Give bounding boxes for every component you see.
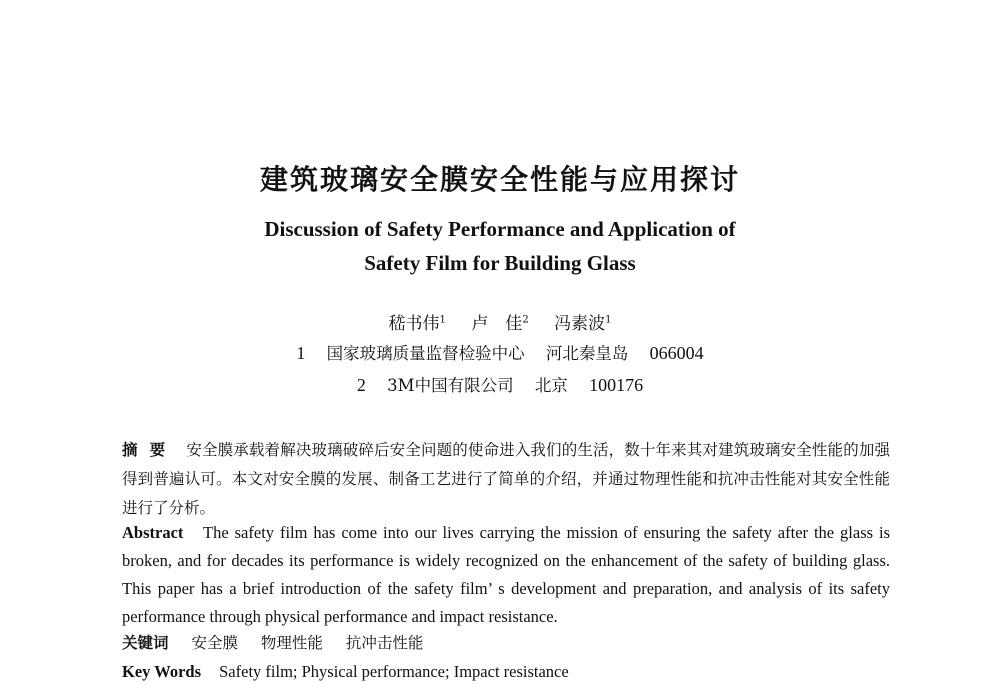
title-english-line-1: Discussion of Safety Performance and Application of	[264, 217, 736, 241]
author-list	[0, 309, 1000, 334]
title-chinese: 建筑玻璃安全膜安全性能与应用探讨	[259, 163, 740, 196]
abstract-chinese-label: 摘要	[122, 441, 178, 459]
abstract-english-label: Abstract	[122, 523, 184, 542]
keyword: 抗冲击性能	[345, 634, 424, 652]
affiliation-city: 河北秦皇岛	[545, 344, 629, 363]
keyword: 安全膜	[191, 634, 238, 652]
affiliation-1	[0, 340, 1000, 364]
keywords-english-label: Key Words	[122, 662, 201, 681]
author	[554, 314, 611, 334]
abstract-english-text: The safety film has come into our lives carrying the mission of ensuring the safety after the glass is broken, and for decades its performance is widely recognized on the enhancement of the safety of building glass. This paper has a brief introduction of the safety film’ s development and preparation, and analysis of its safety performance through physical performance and impact resistance.	[122, 523, 890, 626]
keywords-english	[122, 662, 890, 682]
keyword: 物理性能	[260, 634, 323, 652]
keywords-chinese-label: 关键词	[122, 634, 169, 652]
abstract-english	[122, 519, 890, 631]
affiliation-postcode: 100176	[589, 375, 644, 395]
author-name: 卢 佳	[471, 314, 523, 334]
author-affiliation-mark: 1	[439, 314, 446, 326]
title-english-line-2: Safety Film for Building Glass	[364, 251, 636, 275]
author-affiliation-mark: 2	[522, 314, 529, 326]
title-english	[0, 212, 1000, 280]
keywords-english-text: Safety film; Physical performance; Impact resistance	[219, 662, 569, 681]
keywords-chinese	[122, 631, 890, 653]
author-name: 嵇书伟	[388, 314, 440, 334]
affiliation-2	[0, 372, 1000, 396]
affiliation-city: 北京	[534, 376, 568, 395]
abstract-chinese	[122, 436, 890, 523]
author	[471, 314, 528, 334]
author	[389, 314, 446, 334]
affiliation-number: 1	[296, 343, 306, 363]
affiliation-organization: 3M中国有限公司	[387, 376, 514, 395]
affiliation-number: 2	[356, 375, 366, 395]
affiliation-organization: 国家玻璃质量监督检验中心	[326, 344, 525, 363]
affiliation-postcode: 066004	[649, 343, 704, 363]
author-name: 冯素波	[554, 314, 606, 334]
abstract-chinese-text: 安全膜承载着解决玻璃破碎后安全问题的使命进入我们的生活，数十年来其对建筑玻璃安全性能的加强得到普遍认可。本文对安全膜的发展、制备工艺进行了简单的介绍，并通过物理性能和抗冲击性能对其安全性能进行了分析。	[122, 441, 890, 517]
author-affiliation-mark: 1	[605, 314, 612, 326]
